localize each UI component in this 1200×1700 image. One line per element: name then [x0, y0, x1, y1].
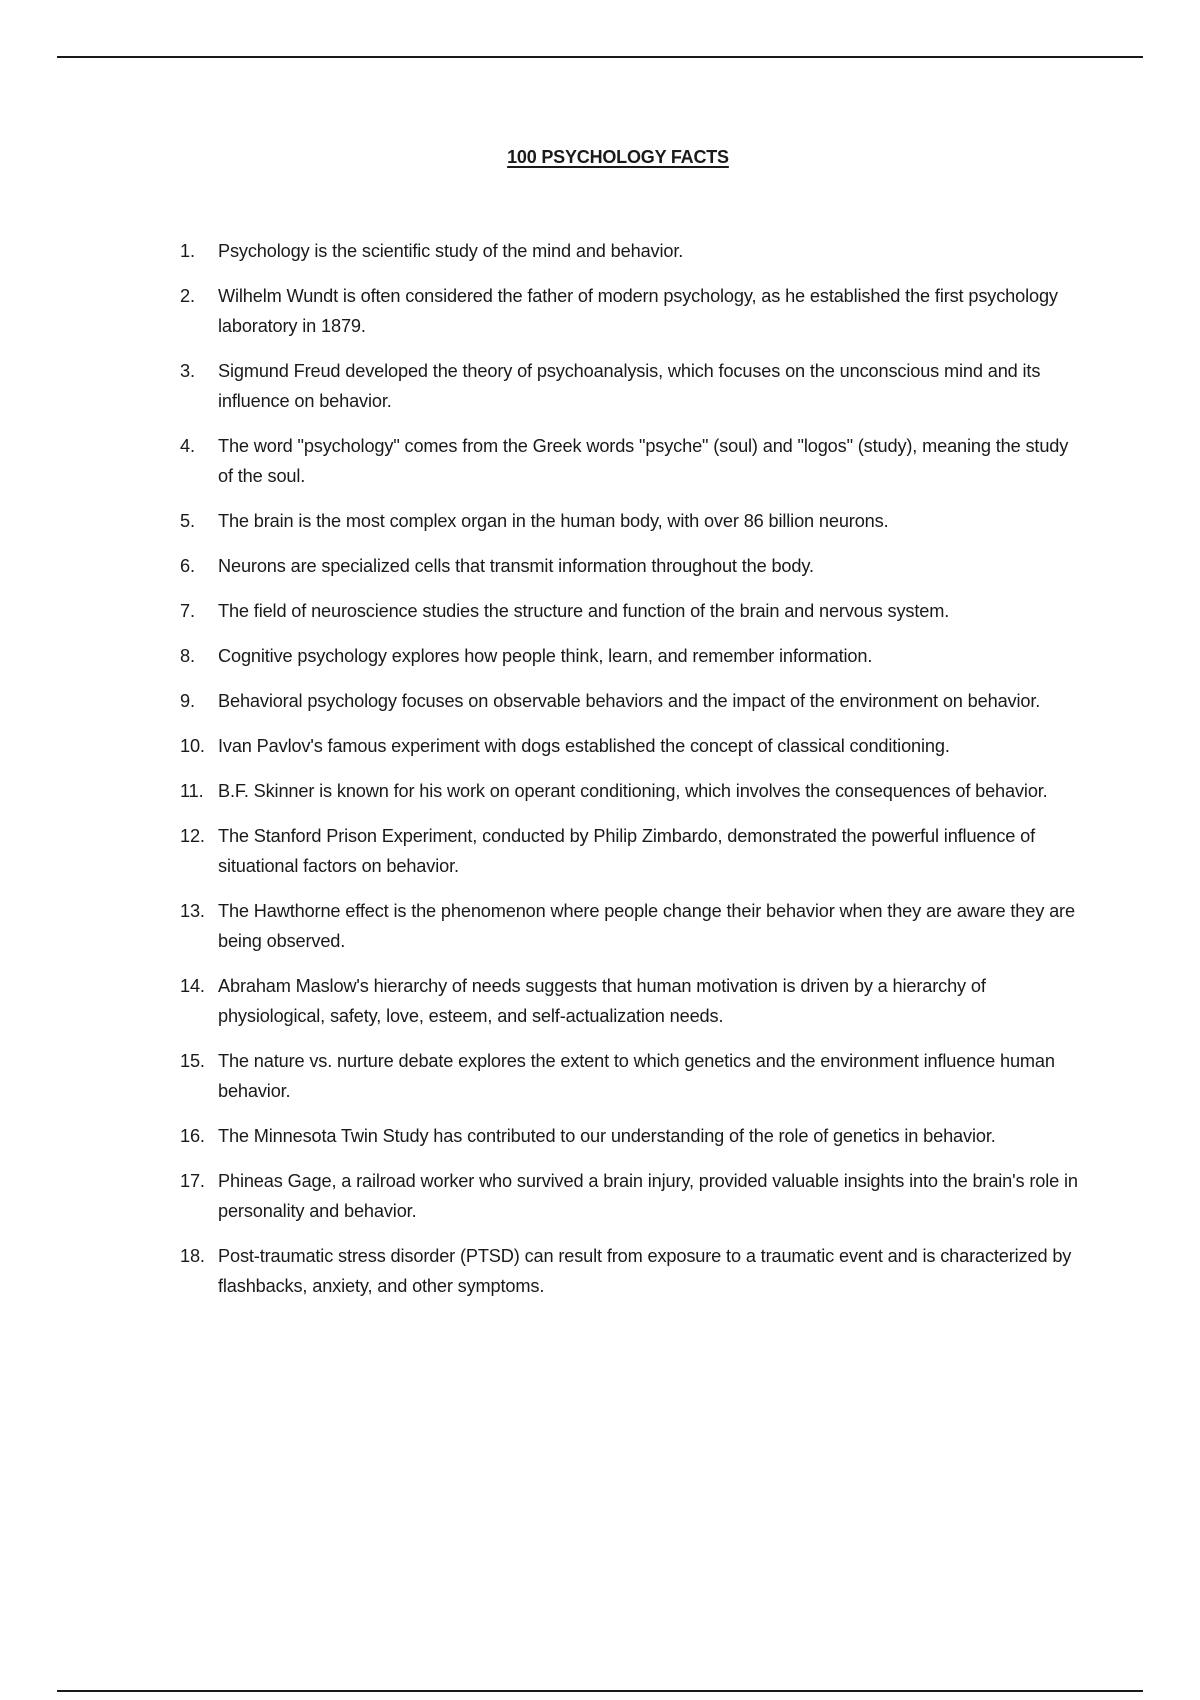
- fact-item: [180, 731, 1085, 761]
- fact-text: Ivan Pavlov's famous experiment with dogs established the concept of classical conditioning.: [218, 736, 950, 756]
- fact-number: 6.: [180, 556, 195, 576]
- fact-text: Phineas Gage, a railroad worker who survived a brain injury, provided valuable insights into the brain's role in personality and behavior.: [218, 1171, 1078, 1221]
- fact-number: 4.: [180, 436, 195, 456]
- bottom-rule: [57, 1690, 1143, 1692]
- fact-number: 5.: [180, 511, 195, 531]
- fact-item: [180, 896, 1085, 956]
- fact-number: 17.: [180, 1171, 205, 1191]
- fact-number: 7.: [180, 601, 195, 621]
- fact-item: [180, 356, 1085, 416]
- fact-text: Abraham Maslow's hierarchy of needs suggests that human motivation is driven by a hierarchy of physiological, safety, love, esteem, and self-actualization needs.: [218, 976, 986, 1026]
- fact-number: 11.: [180, 781, 204, 801]
- fact-number: 13.: [180, 901, 205, 921]
- fact-number: 18.: [180, 1246, 205, 1266]
- fact-item: [180, 236, 1085, 266]
- document-title: [0, 147, 1200, 168]
- fact-number: 12.: [180, 826, 205, 846]
- fact-text: The Minnesota Twin Study has contributed to our understanding of the role of genetics in behavior.: [218, 1126, 996, 1146]
- fact-number: 15.: [180, 1051, 205, 1071]
- fact-item: [180, 551, 1085, 581]
- fact-text: The Stanford Prison Experiment, conducted by Philip Zimbardo, demonstrated the powerful influence of situational factors on behavior.: [218, 826, 1036, 876]
- fact-text: The brain is the most complex organ in the human body, with over 86 billion neurons.: [218, 511, 889, 531]
- fact-number: 9.: [180, 691, 195, 711]
- fact-item: [180, 971, 1085, 1031]
- fact-number: 14.: [180, 976, 205, 996]
- fact-text: The Hawthorne effect is the phenomenon where people change their behavior when they are aware they are being observed.: [218, 901, 1075, 951]
- fact-number: 8.: [180, 646, 195, 666]
- fact-item: [180, 686, 1085, 716]
- fact-number: 1.: [180, 241, 195, 261]
- fact-text: The field of neuroscience studies the structure and function of the brain and nervous system.: [218, 601, 950, 621]
- fact-number: 16.: [180, 1126, 205, 1146]
- document-title-text: 100 PSYCHOLOGY FACTS: [507, 147, 729, 167]
- fact-text: The nature vs. nurture debate explores the extent to which genetics and the environment influence human behavior.: [218, 1051, 1055, 1101]
- fact-text: Neurons are specialized cells that transmit information throughout the body.: [218, 556, 814, 576]
- fact-item: [180, 1241, 1085, 1301]
- fact-number: 2.: [180, 286, 195, 306]
- facts-list: [180, 236, 1085, 1316]
- fact-text: Post-traumatic stress disorder (PTSD) can result from exposure to a traumatic event and is characterized by flashbacks, anxiety, and other symptoms.: [218, 1246, 1072, 1296]
- fact-item: [180, 1121, 1085, 1151]
- fact-text: B.F. Skinner is known for his work on operant conditioning, which involves the consequences of behavior.: [218, 781, 1048, 801]
- fact-item: [180, 506, 1085, 536]
- fact-text: The word "psychology" comes from the Greek words "psyche" (soul) and "logos" (study), meaning the study of the soul.: [218, 436, 1069, 486]
- fact-item: [180, 776, 1085, 806]
- top-rule: [57, 56, 1143, 58]
- fact-number: 3.: [180, 361, 195, 381]
- fact-item: [180, 821, 1085, 881]
- fact-item: [180, 1046, 1085, 1106]
- fact-item: [180, 596, 1085, 626]
- fact-item: [180, 431, 1085, 491]
- fact-item: [180, 281, 1085, 341]
- fact-text: Cognitive psychology explores how people think, learn, and remember information.: [218, 646, 873, 666]
- fact-text: Psychology is the scientific study of the mind and behavior.: [218, 241, 684, 261]
- fact-item: [180, 1166, 1085, 1226]
- fact-item: [180, 641, 1085, 671]
- fact-text: Behavioral psychology focuses on observable behaviors and the impact of the environment on behavior.: [218, 691, 1041, 711]
- fact-number: 10.: [180, 736, 205, 756]
- fact-text: Sigmund Freud developed the theory of psychoanalysis, which focuses on the unconscious mind and its influence on behavior.: [218, 361, 1041, 411]
- fact-text: Wilhelm Wundt is often considered the father of modern psychology, as he established the first psychology laboratory in 1879.: [218, 286, 1058, 336]
